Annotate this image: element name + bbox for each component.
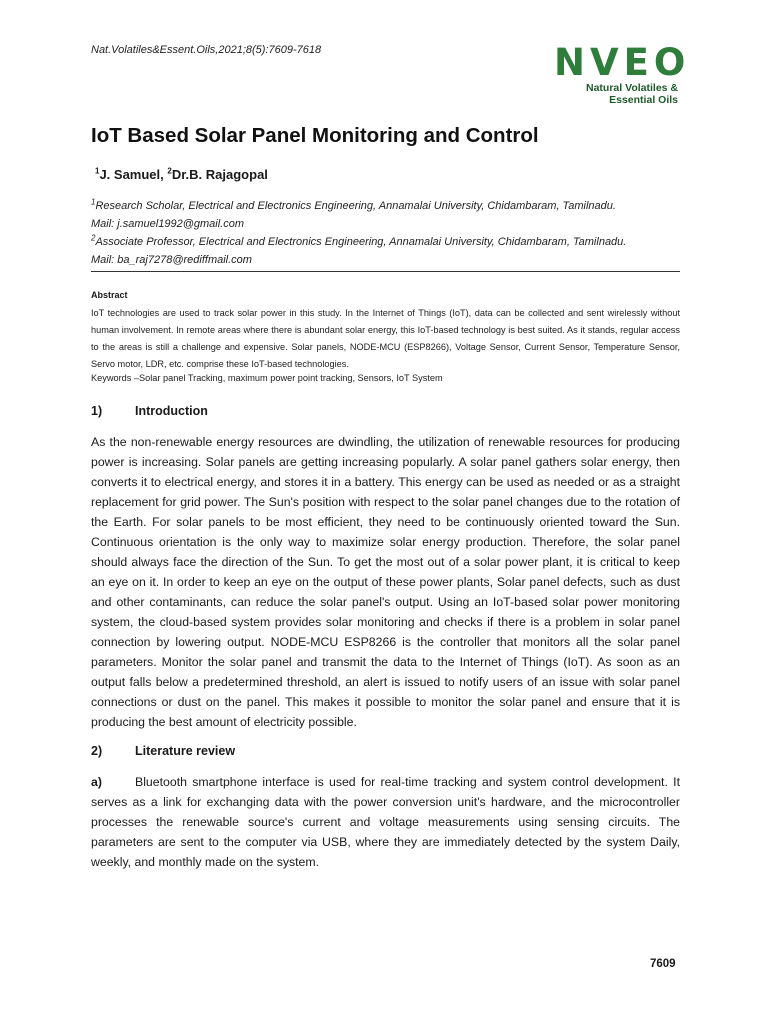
- affiliation-2-sup: 2: [91, 233, 96, 243]
- author-2-sup: 2: [167, 166, 172, 176]
- logo-subtitle-line-2: Essential Oils: [609, 94, 678, 106]
- affiliation-2-text: Associate Professor, Electrical and Electronics Engineering, Annamalai University, Chidambaram, Tamilnadu.: [95, 236, 627, 248]
- affiliation-1-text: Research Scholar, Electrical and Electronics Engineering, Annamalai University, Chidambaram, Tamilnadu.: [95, 200, 616, 212]
- affiliation-1-mail: Mail: j.samuel1992@gmail.com: [91, 218, 245, 230]
- author-2-name: Dr.B. Rajagopal: [171, 167, 268, 182]
- section-heading-literature-review: [91, 744, 235, 758]
- page-number: 7609: [650, 958, 676, 970]
- affiliation-2: [91, 233, 627, 248]
- abstract-heading: Abstract: [91, 290, 128, 300]
- section-title: Literature review: [135, 744, 236, 758]
- item-label: a): [91, 775, 102, 789]
- section-title: Introduction: [135, 404, 208, 418]
- logo-subtitle-line-1: Natural Volatiles &: [586, 82, 678, 94]
- keywords: Keywords –Solar panel Tracking, maximum power point tracking, Sensors, IoT System: [91, 373, 443, 383]
- affiliation-1: [91, 197, 616, 212]
- author-list: [95, 167, 268, 182]
- literature-review-paragraph: [91, 772, 680, 872]
- section-heading-introduction: [91, 404, 208, 418]
- affiliation-2-mail: Mail: ba_raj7278@rediffmail.com: [91, 254, 252, 266]
- logo-mark: NVEO: [554, 41, 691, 84]
- section-number: 2): [91, 744, 103, 758]
- abstract-text: IoT technologies are used to track solar power in this study. In the Internet of Things (IoT), data can be collected and sent wirelessly without human involvement. In remote areas where there is abundant solar energy, this IoT-based technology is best suited. As it stands, regular access to the areas is still a challenge and expensive. Solar panels, NODE-MCU (ESP8266), Voltage Sensor, Current Sensor, Temperature Sensor, Servo motor, LDR, etc. comprise these IoT-based technologies.: [91, 308, 680, 369]
- introduction-paragraph: As the non-renewable energy resources are dwindling, the utilization of renewable resources for producing power is increasing. Solar panels are getting increasing popularly. A solar panel gathers solar energy, then converts it to electrical energy, and stores it in a battery. This energy can be used as needed or as a straight replacement for grid power. The Sun's position with respect to the solar panel changes due to the rotation of the Earth. For solar panels to be most efficient, they need to be continuously oriented toward the Sun. Continuous orientation is the only way to maximize solar energy production. Therefore, the solar panel should always face the direction of the Sun. To get the most out of a solar power plant, it is critical to keep an eye on it. In order to keep an eye on the output of these power plants, Solar panel defects, such as dust and other contaminants, can reduce the solar panel's output. Using an IoT-based solar power monitoring system, the cloud-based system provides solar monitoring and checks if there is a problem in solar panel connection by lowering output. NODE-MCU ESP8266 is the controller that monitors all the solar panel parameters. Monitor the solar panel and transmit the data to the Internet of Things (IoT). As soon as an output falls below a predetermined threshold, an alert is issued to notify users of an issue with solar panel connections or dust on the panel. This makes it possible to monitor the solar panel and ensure that it is producing the best amount of electricity possible.: [91, 435, 680, 729]
- journal-logo: [554, 41, 691, 106]
- journal-citation: Nat.Volatiles&Essent.Oils,2021;8(5):7609-7618: [91, 44, 322, 56]
- author-1-sup: 1: [95, 166, 100, 176]
- header-divider: [91, 271, 680, 272]
- section-number: 1): [91, 404, 103, 418]
- affiliation-1-sup: 1: [91, 197, 96, 207]
- paper-title: IoT Based Solar Panel Monitoring and Control: [91, 124, 539, 147]
- item-text: Bluetooth smartphone interface is used for real-time tracking and system control development. It serves as a link for exchanging data with the power conversion unit's hardware, and the microcontroller processes the renewable source's current and voltage measurements using sensing circuits. The parameters are sent to the computer via USB, where they are immediately detected by the system Daily, weekly, and monthly made on the system.: [91, 775, 680, 869]
- author-1-name: J. Samuel,: [99, 167, 168, 182]
